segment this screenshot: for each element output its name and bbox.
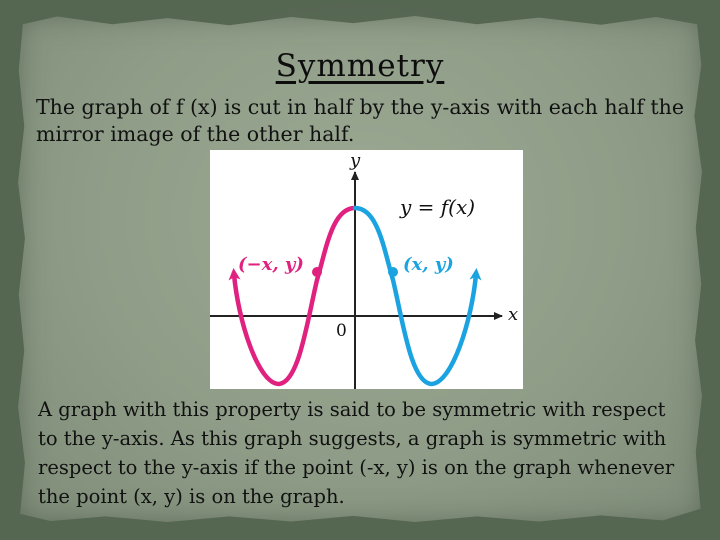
left-point-marker <box>312 267 322 277</box>
x-axis-label: x <box>508 304 519 325</box>
right-point-label: (x, y) <box>403 254 454 275</box>
symmetry-graph <box>210 150 523 389</box>
function-label: y = f(x) <box>400 195 476 219</box>
slide-title: Symmetry <box>275 48 445 84</box>
origin-label: 0 <box>336 321 347 341</box>
left-half-curve <box>234 208 355 384</box>
intro-text: The graph of f (x) is cut in half by the y-axis with each half the mirror image of the other half. <box>36 95 684 146</box>
symmetry-figure <box>210 150 523 389</box>
y-axis-label: y <box>350 150 361 171</box>
body-text: A graph with this property is said to be symmetric with respect to the y-axis. As this graph suggests, a graph is symmetric with respect to the y-axis if the point (-x, y) is on the graph whenever the point (x, y) is on the graph. <box>38 398 675 508</box>
right-point-marker <box>388 267 398 277</box>
left-point-label: (−x, y) <box>238 254 304 275</box>
right-half-curve <box>355 208 476 384</box>
